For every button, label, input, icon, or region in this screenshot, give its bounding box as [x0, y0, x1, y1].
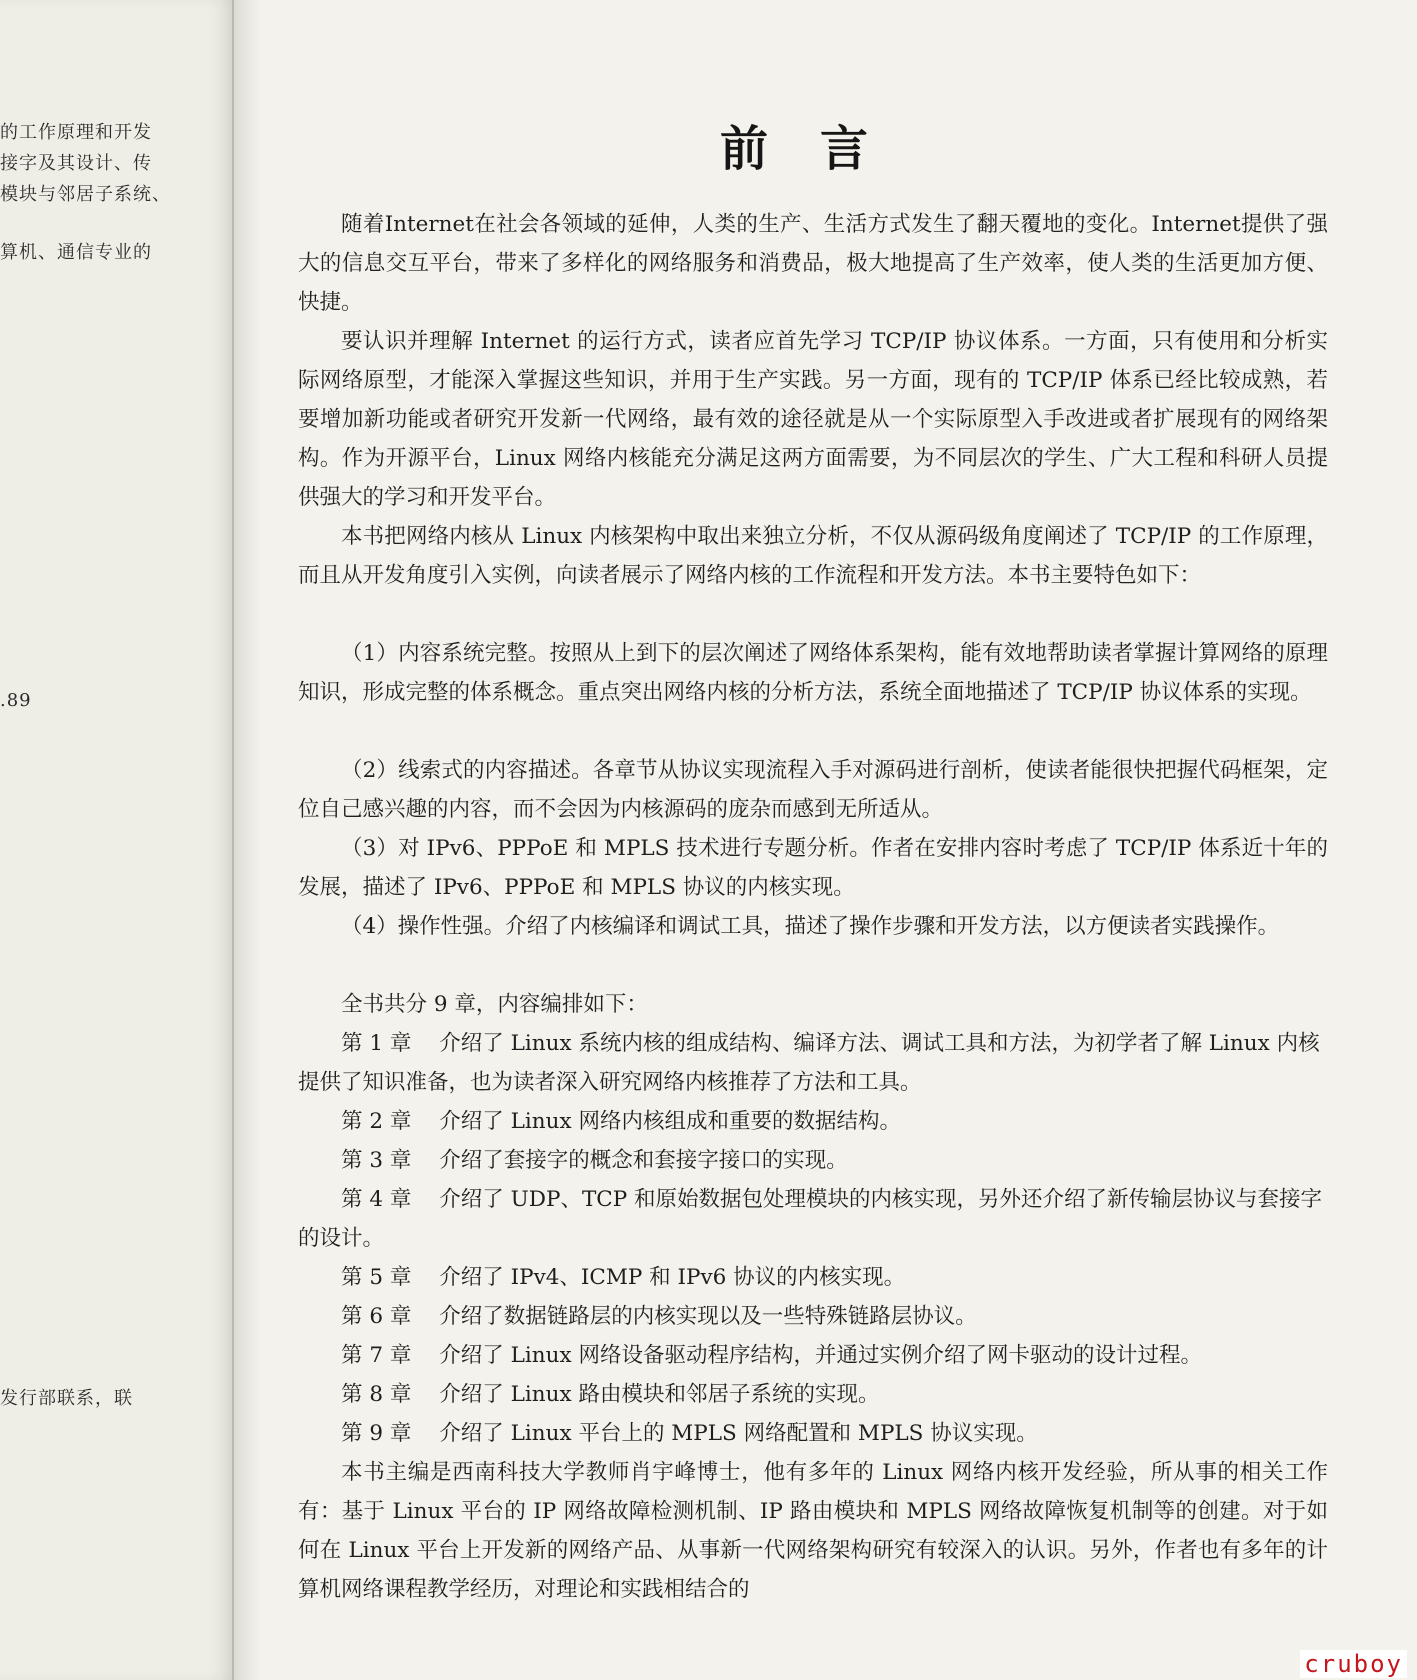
chapter-description: 介绍了 Linux 网络设备驱动程序结构，并通过实例介绍了网卡驱动的设计过程。: [439, 1343, 1202, 1368]
chapter-number: 第 2 章: [341, 1109, 412, 1134]
chapter-number: 第 1 章: [341, 1031, 412, 1056]
right-page: [260, 0, 1417, 1680]
left-page-line: 的工作原理和开发: [0, 122, 152, 143]
chapter-description: 介绍了 UDP、TCP 和原始数据包处理模块的内核实现，另外还介绍了新传输层协议与套接字的设计。: [298, 1187, 1323, 1251]
paragraph: （3）对 IPv6、PPPoE 和 MPLS 技术进行专题分析。作者在安排内容时考虑了 TCP/IP 体系近十年的发展，描述了 IPv6、PPPoE 和 MPLS 协议的内核实现。: [298, 836, 1328, 900]
paragraph: 本书主编是西南科技大学教师肖宇峰博士，他有多年的 Linux 网络内核开发经验，所从事的相关工作有：基于 Linux 平台的 IP 网络故障检测机制、IP 路由模块和 MPLS 网络故障恢复机制等的创建。对于如何在 Linux 平台上开发新的网络产品、从事新一代网络架构研究有较深入的认识。另外，作者也有多年的计算机网络课程教学经历，对理论和实践相结合的: [298, 1460, 1328, 1602]
chapter-entry: [298, 1258, 1328, 1297]
watermark-label: cruboy: [1300, 1650, 1407, 1678]
chapter-description: 介绍了 Linux 平台上的 MPLS 网络配置和 MPLS 协议实现。: [439, 1421, 1038, 1446]
left-page-line: .89: [0, 690, 32, 711]
left-page-line: 模块与邻居子系统、: [0, 184, 171, 205]
chapter-description: 介绍了 Linux 系统内核的组成结构、编译方法、调试工具和方法，为初学者了解 Linux 内核提供了知识准备，也为读者深入研究网络内核推荐了方法和工具。: [298, 1031, 1320, 1095]
book-gutter: [232, 0, 260, 1680]
chapter-entry: [298, 1102, 1328, 1141]
left-page-line: 发行部联系，联: [0, 1388, 133, 1409]
chapter-entry: [298, 1297, 1328, 1336]
chapter-number: 第 8 章: [341, 1382, 412, 1407]
chapter-description: 介绍了 Linux 网络内核组成和重要的数据结构。: [439, 1109, 901, 1134]
chapter-description: 介绍了 Linux 路由模块和邻居子系统的实现。: [439, 1382, 880, 1407]
chapter-description: 介绍了数据链路层的内核实现以及一些特殊链路层协议。: [439, 1304, 977, 1329]
paragraph: （1）内容系统完整。按照从上到下的层次阐述了网络体系架构，能有效地帮助读者掌握计算网络的原理知识，形成完整的体系概念。重点突出网络内核的分析方法，系统全面地描述了 TCP/IP 协议体系的实现。: [298, 641, 1328, 705]
left-page-line: 算机、通信专业的: [0, 242, 152, 263]
left-page: [0, 0, 234, 1680]
chapter-entry: [298, 1336, 1328, 1375]
page-title: 前言: [720, 121, 921, 177]
chapter-entry: [298, 1141, 1328, 1180]
chapter-description: 介绍了套接字的概念和套接字接口的实现。: [439, 1148, 848, 1173]
chapter-number: 第 7 章: [341, 1343, 412, 1368]
chapter-entry: [298, 1375, 1328, 1414]
paragraph: （4）操作性强。介绍了内核编译和调试工具，描述了操作步骤和开发方法，以方便读者实践操作。: [341, 914, 1280, 939]
chapter-number: 第 9 章: [341, 1421, 412, 1446]
chapter-number: 第 3 章: [341, 1148, 412, 1173]
paragraph: 随着Internet在社会各领域的延伸，人类的生产、生活方式发生了翻天覆地的变化。Internet提供了强大的信息交互平台，带来了多样化的网络服务和消费品，极大地提高了生产效率，使人类的生活更加方便、快捷。: [298, 212, 1328, 315]
chapter-entry: [298, 1024, 1328, 1102]
chapter-entry: [298, 1414, 1328, 1453]
left-page-line: 接字及其设计、传: [0, 153, 152, 174]
paragraph: 全书共分 9 章，内容编排如下：: [341, 992, 648, 1017]
chapter-number: 第 5 章: [341, 1265, 412, 1290]
chapter-description: 介绍了 IPv4、ICMP 和 IPv6 协议的内核实现。: [439, 1265, 906, 1290]
chapter-number: 第 6 章: [341, 1304, 412, 1329]
chapter-entry: [298, 1180, 1328, 1258]
chapter-number: 第 4 章: [341, 1187, 412, 1212]
paragraph: 本书把网络内核从 Linux 内核架构中取出来独立分析，不仅从源码级角度阐述了 TCP/IP 的工作原理，而且从开发角度引入实例，向读者展示了网络内核的工作流程和开发方法。本书主要特色如下：: [298, 524, 1328, 588]
paragraph: （2）线索式的内容描述。各章节从协议实现流程入手对源码进行剖析，使读者能很快把握代码框架，定位自己感兴趣的内容，而不会因为内核源码的庞杂而感到无所适从。: [298, 758, 1328, 822]
paragraph: 要认识并理解 Internet 的运行方式，读者应首先学习 TCP/IP 协议体系。一方面，只有使用和分析实际网络原型，才能深入掌握这些知识，并用于生产实践。另一方面，现有的 TCP/IP 体系已经比较成熟，若要增加新功能或者研究开发新一代网络，最有效的途径就是从一个实际原型入手改进或者扩展现有的网络架构。作为开源平台，Linux 网络内核能充分满足这两方面需要，为不同层次的学生、广大工程和科研人员提供强大的学习和开发平台。: [298, 329, 1328, 510]
